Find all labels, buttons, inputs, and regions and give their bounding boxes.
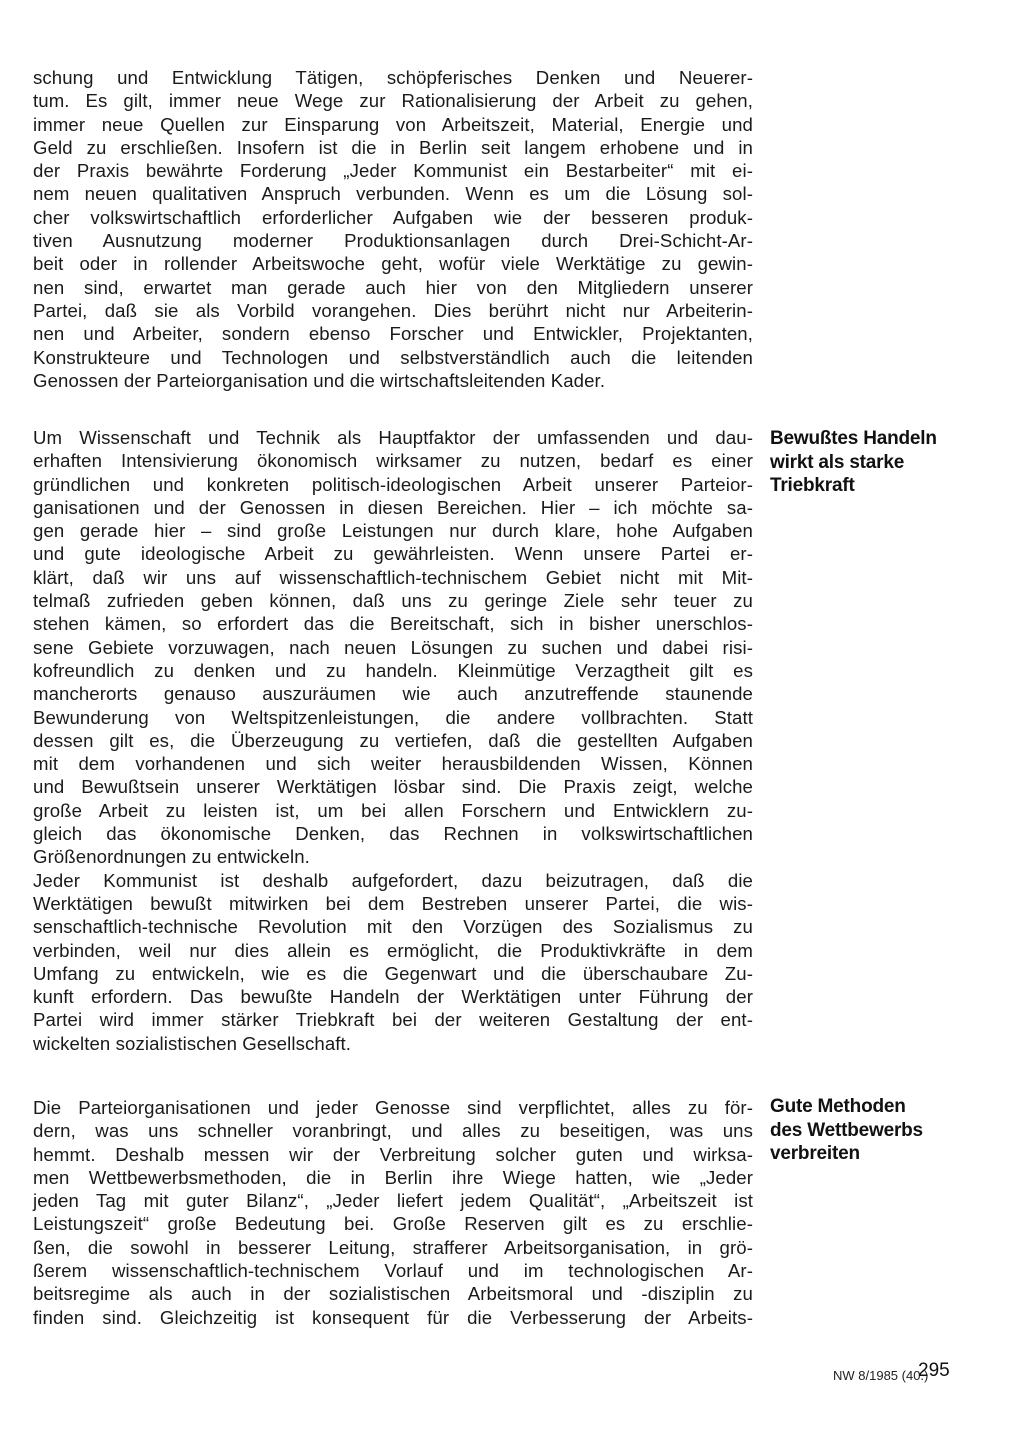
body-paragraph-1 <box>33 66 753 392</box>
text-line: stehen kämen, so erfordert das die Bereitschaft, sich in bisher unerschlos- <box>33 613 753 635</box>
text-line: gründlichen und konkreten politisch-ideologischen Arbeit unserer Parteior- <box>33 473 753 495</box>
text-line: Leistungszeit“ große Bedeutung bei. Große Reserven gilt es zu erschlie- <box>33 1213 753 1235</box>
text-line: hemmt. Deshalb messen wir der Verbreitung solcher guten und wirksa- <box>33 1143 753 1165</box>
text-line: klärt, daß wir uns auf wissenschaftlich-technischem Gebiet nicht mit Mit- <box>33 566 753 588</box>
text-line: Bewunderung von Weltspitzenleistungen, die andere vollbrachten. Statt <box>33 706 753 728</box>
text-line: cher volkswirtschaftlich erforderlicher Aufgaben wie der besseren produk- <box>33 206 753 228</box>
text-line: Um Wissenschaft und Technik als Hauptfaktor der umfassenden und dau- <box>33 427 753 448</box>
text-line: Genossen der Parteiorganisation und die wirtschaftsleitenden Kader. <box>33 369 606 391</box>
text-line: dessen gilt es, die Überzeugung zu vertiefen, daß die gestellten Aufgaben <box>33 729 753 751</box>
text-line: und Bewußtsein unserer Werktätigen lösbar sind. Die Praxis zeigt, welche <box>33 776 753 798</box>
margin-heading-2 <box>770 1095 970 1166</box>
text-line: und gute ideologische Arbeit zu gewährleisten. Wenn unsere Partei er- <box>33 543 753 565</box>
text-line: Geld zu erschließen. Insofern ist die in Berlin seit langem erhobene und in <box>33 136 753 158</box>
text-line: Werktätigen bewußt mitwirken bei dem Bestreben unserer Partei, die wis- <box>33 892 753 914</box>
text-line: ganisationen und der Genossen in diesen Bereichen. Hier – ich möchte sa- <box>33 496 753 518</box>
text-line: sene Gebiete vorzuwagen, nach neuen Lösungen zu suchen und dabei risi- <box>33 636 753 658</box>
text-line: mancherorts genauso auszuräumen wie auch anzutreffende staunende <box>33 683 753 705</box>
text-line: telmaß zufrieden geben können, daß uns zu geringe Ziele sehr teuer zu <box>33 590 753 612</box>
text-line: Größenordnungen zu entwickeln. <box>33 846 310 868</box>
text-line: gen gerade hier – sind große Leistungen nur durch klare, hohe Aufgaben <box>33 520 753 542</box>
text-line: ßerem wissenschaftlich-technischem Vorlauf und im technologischen Ar- <box>33 1260 753 1282</box>
text-line: nen sind, erwartet man gerade auch hier von den Mitgliedern unserer <box>33 276 753 298</box>
text-line: ßen, die sowohl in besserer Leitung, strafferer Arbeitsorganisation, in grö- <box>33 1236 753 1258</box>
text-line: Die Parteiorganisationen und jeder Genosse sind verpflichtet, alles zu för- <box>33 1097 753 1118</box>
text-line: nem neuen qualitativen Anspruch verbunden. Wenn es um die Lösung sol- <box>33 183 753 205</box>
text-line: nen und Arbeiter, sondern ebenso Forscher und Entwickler, Projektanten, <box>33 323 753 345</box>
text-line: immer neue Quellen zur Einsparung von Arbeitszeit, Material, Energie und <box>33 113 753 135</box>
margin-heading-line: wirkt als starke <box>770 451 905 473</box>
text-line: beit oder in rollender Arbeitswoche geht, wofür viele Werktätige zu gewin- <box>33 253 753 275</box>
text-line: erhaften Intensivierung ökonomisch wirksamer zu nutzen, bedarf es einer <box>33 450 753 472</box>
text-line: jeden Tag mit guter Bilanz“, „Jeder liefert jedem Qualität“, „Arbeitszeit ist <box>33 1190 753 1212</box>
text-line: beitsregime als auch in der sozialistischen Arbeitsmoral und -disziplin zu <box>33 1283 753 1305</box>
margin-heading-line: Triebkraft <box>770 475 855 496</box>
text-line: große Arbeit zu leisten ist, um bei allen Forschern und Entwicklern zu- <box>33 799 753 821</box>
text-line: men Wettbewerbsmethoden, die in Berlin ihre Wiege hatten, wie „Jeder <box>33 1166 753 1188</box>
text-line: schung und Entwicklung Tätigen, schöpferisches Denken und Neuerer- <box>33 67 753 88</box>
margin-heading-1 <box>770 427 970 498</box>
footer-reference: NW 8/1985 (40.) <box>833 1368 929 1383</box>
text-line: tum. Es gilt, immer neue Wege zur Rationalisierung der Arbeit zu gehen, <box>33 90 753 112</box>
text-line: kofreundlich zu denken und zu handeln. Kleinmütige Verzagtheit gilt es <box>33 659 753 681</box>
text-line: mit dem vorhandenen und sich weiter herausbildenden Wissen, Können <box>33 753 753 775</box>
margin-heading-line: des Wettbewerbs <box>770 1119 923 1141</box>
text-line: gleich das ökonomische Denken, das Rechnen in volkswirtschaftlichen <box>33 823 753 845</box>
text-line: wickelten sozialistischen Gesellschaft. <box>33 1032 352 1054</box>
text-line: der Praxis bewährte Forderung „Jeder Kommunist ein Bestarbeiter“ mit ei- <box>33 160 753 182</box>
text-line: kunft erfordern. Das bewußte Handeln der Werktätigen unter Führung der <box>33 986 753 1008</box>
text-line: Jeder Kommunist ist deshalb aufgefordert, dazu beizutragen, daß die <box>33 869 753 891</box>
text-line: dern, was uns schneller voranbringt, und alles zu beseitigen, was uns <box>33 1120 753 1142</box>
margin-heading-line: Bewußtes Handeln <box>770 428 937 449</box>
text-line: Konstrukteure und Technologen und selbstverständlich auch die leitenden <box>33 346 753 368</box>
margin-heading-line: Gute Methoden <box>770 1096 906 1117</box>
text-line: finden sind. Gleichzeitig ist konsequent für die Verbesserung der Arbeits- <box>33 1306 753 1328</box>
text-line: tiven Ausnutzung moderner Produktionsanlagen durch Drei-Schicht-Ar- <box>33 230 753 252</box>
text-line: verbinden, weil nur dies allein es ermöglicht, die Produktivkräfte in dem <box>33 939 753 961</box>
page-number: 295 <box>918 1360 950 1381</box>
text-line: Partei wird immer stärker Triebkraft bei der weiteren Gestaltung der ent- <box>33 1009 753 1031</box>
text-line: senschaftlich-technische Revolution mit den Vorzügen des Sozialismus zu <box>33 916 753 938</box>
text-line: Partei, daß sie als Vorbild vorangehen. Dies berührt nicht nur Arbeiterin- <box>33 299 753 321</box>
body-paragraph-2 <box>33 426 753 1055</box>
body-paragraph-3 <box>33 1096 753 1329</box>
margin-heading-line: verbreiten <box>770 1143 860 1164</box>
text-line: Umfang zu entwickeln, wie es die Gegenwart und die überschaubare Zu- <box>33 962 753 984</box>
